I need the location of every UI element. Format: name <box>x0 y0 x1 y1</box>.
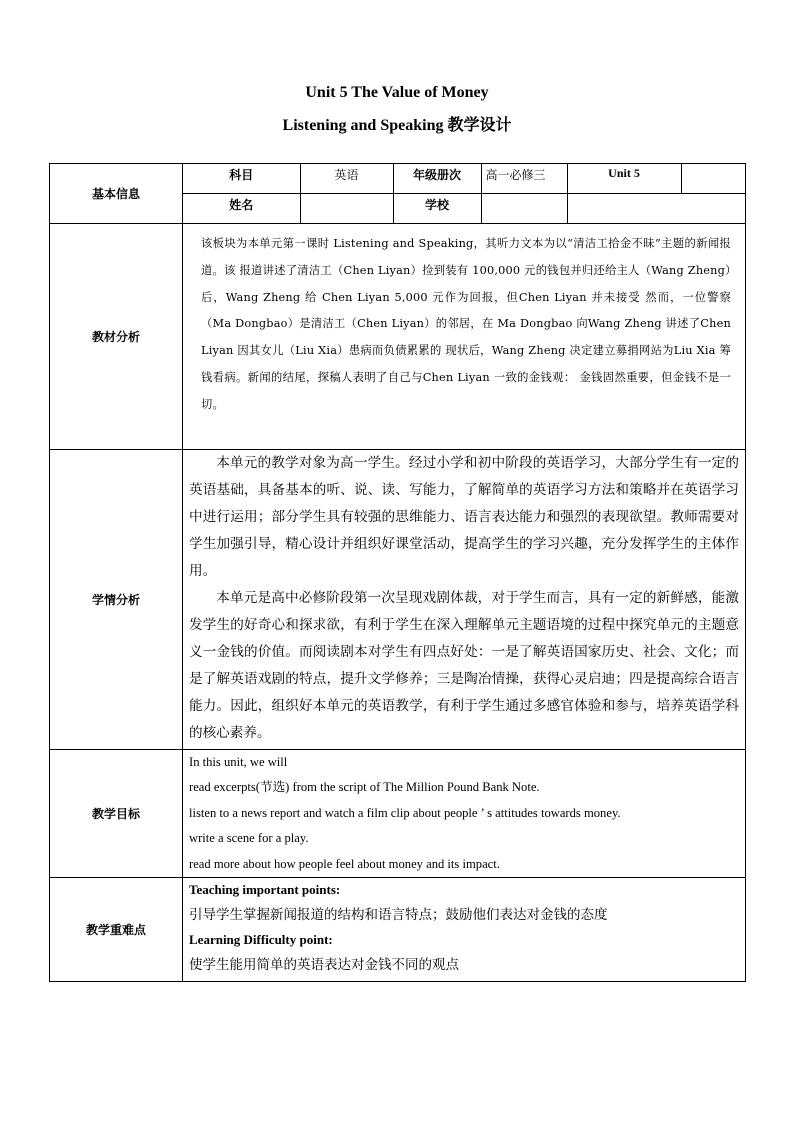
basic-info-grid <box>183 164 746 223</box>
goal-line: In this unit, we will <box>189 755 288 769</box>
basic-info-label: 基本信息 <box>50 164 183 224</box>
key-points-cell <box>183 878 746 982</box>
name-label: 姓名 <box>183 194 300 224</box>
document-subtitle: Listening and Speaking 教学设计 <box>282 117 512 134</box>
goal-line: read excerpts(节选) from the script of The Million Pound Bank Note. <box>189 780 540 795</box>
textbook-analysis-text: 该板块为本单元第一课时 Listening and Speaking，其听力文本为以“清洁工拾金不昧”主题的新闻报道。该 报道讲述了清洁工（Chen Liyan）捡到装有 100,000 元的钱包并归还给主人（Wang Zheng）后，Wang Zheng 给 Chen Liyan 5,000 元作为回报，但Chen Liyan 并未接受 然而，一位警察（Ma Dongbao）是清洁工（Chen Liyan）的邻居，在 Ma Dongbao 向Wang Zheng 讲述了Chen Liyan 因其女儿（Liu Xia）患病而负债累累的 现状后，Wang Zheng 决定建立募捐网站为Liu Xia 筹钱看病。新闻的结尾，探稿人表明了自己与Chen Liyan 一致的金钱观： 金钱固然重要，但金钱不是一切。 <box>183 224 746 450</box>
basic-info-cell <box>183 164 746 224</box>
school-label: 学校 <box>393 194 481 224</box>
goal-line: read more about how people feel about money and its impact. <box>189 856 500 871</box>
grade-label: 年级册次 <box>393 164 481 194</box>
teaching-goals-cell <box>183 750 746 878</box>
teaching-goals-row <box>50 750 746 878</box>
key-points-row <box>50 878 746 982</box>
student-analysis-row <box>50 450 746 750</box>
student-analysis-para1: 本单元的教学对象为高一学生。经过小学和初中阶段的英语学习，大部分学生有一定的英语基础，具备基本的听、说、读、写能力，了解简单的英语学习方法和策略并在英语学习中进行运用；部分学生具有较强的思维能力、语言表达能力和强烈的表现欲望。教师需要对学生加强引导，精心设计并组织好课堂活动，提高学生的学习兴趣，充分发挥学生的主体作用。 <box>189 455 739 579</box>
unit-extra-cell <box>681 164 746 194</box>
difficulty-point-heading: Learning Difficulty point: <box>189 932 333 948</box>
unit-value: Unit 5 <box>567 164 681 194</box>
subject-label: 科目 <box>183 164 300 194</box>
important-points-text: 引导学生掌握新闻报道的结构和语言特点；鼓励他们表达对金钱的态度 <box>189 907 608 924</box>
important-points-heading: Teaching important points: <box>189 882 341 898</box>
school-extra-cell <box>567 194 746 224</box>
teaching-goals-label: 教学目标 <box>50 750 183 878</box>
student-analysis-cell <box>183 450 746 750</box>
school-value <box>481 194 567 224</box>
student-analysis-para2: 本单元是高中必修阶段第一次呈现戏剧体裁，对于学生而言，具有一定的新鲜感，能激发学生的好奇心和探求欲，有利于学生在深入理解单元主题语境的过程中探究单元的主题意义一金钱的价值。而阅读剧本对学生有四点好处：一是了解英语国家历史、社会、文化；而是了解英语戏剧的特点，提升文学修养；三是陶冶情操，获得心灵启迪；四是提高综合语言能力。因此，组织好本单元的英语教学，有利于学生通过多感官体验和参与，培养英语学科的核心素养。 <box>189 590 739 741</box>
basic-info-row <box>50 164 746 224</box>
lesson-plan-table <box>49 163 746 982</box>
document-title: Unit 5 The Value of Money <box>305 84 489 101</box>
textbook-analysis-row <box>50 224 746 450</box>
subject-value: 英语 <box>300 164 393 194</box>
goal-line: write a scene for a play. <box>189 831 309 846</box>
name-value <box>300 194 393 224</box>
goal-line: listen to a news report and watch a film clip about people ’ s attitudes towards money. <box>189 805 621 820</box>
grade-value: 高一必修三 <box>481 164 567 194</box>
textbook-analysis-label: 教材分析 <box>50 224 183 450</box>
student-analysis-label: 学情分析 <box>50 450 183 750</box>
key-points-label: 教学重难点 <box>50 878 183 982</box>
difficulty-point-text: 使学生能用简单的英语表达对金钱不同的观点 <box>189 957 459 974</box>
